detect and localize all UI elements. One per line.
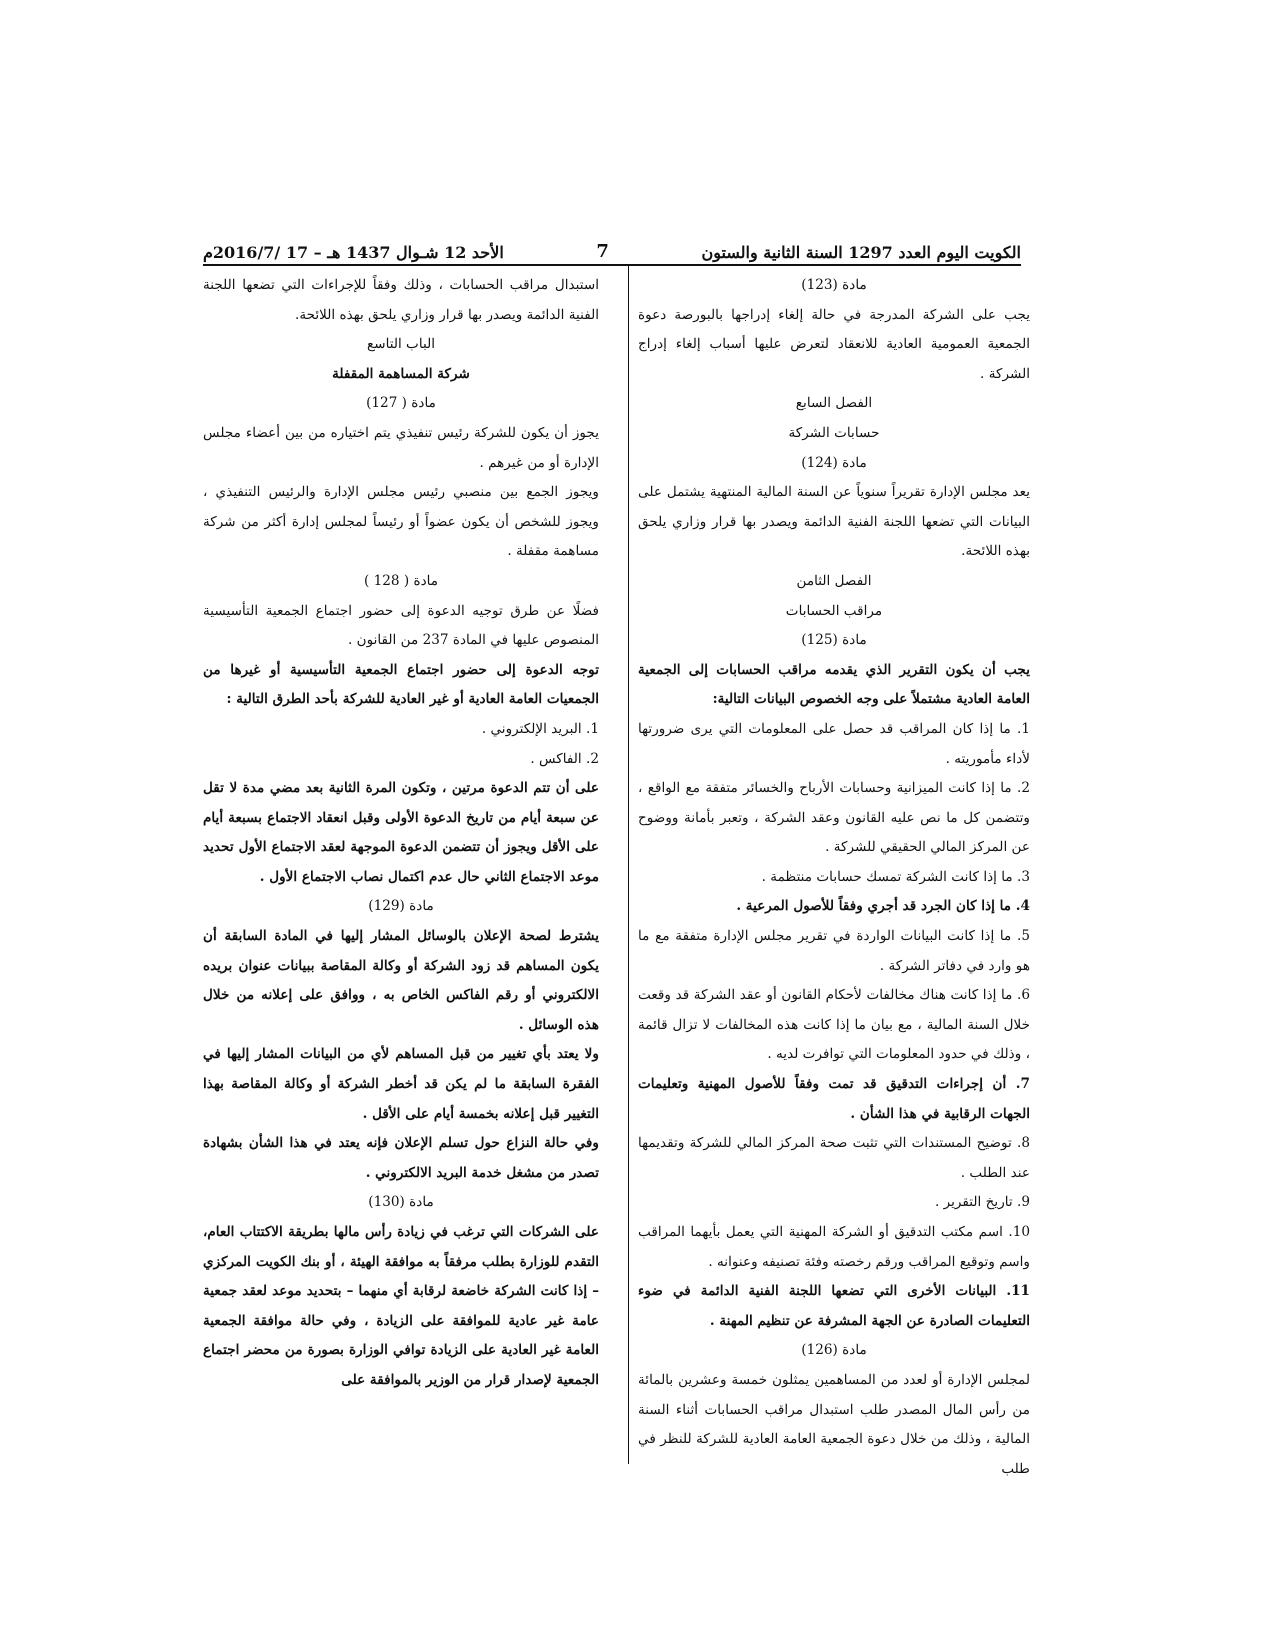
page-header bbox=[203, 236, 1021, 262]
section-heading: الباب التاسع bbox=[366, 336, 436, 353]
paragraph: 2. الفاكس . bbox=[530, 750, 599, 767]
header-rule bbox=[203, 264, 1021, 266]
section-heading: الفصل الثامن bbox=[796, 572, 872, 589]
section-heading: حسابات الشركة bbox=[788, 424, 880, 441]
paragraph: 5. ما إذا كانت البيانات الواردة في تقرير مجلس الإدارة متفقة مع ما هو وارد في دفاتر الشركة . bbox=[638, 928, 1030, 974]
paragraph: يعد مجلس الإدارة تقريراً سنوياً عن السنة المالية المنتهية يشتمل على البيانات التي تضعها اللجنة الفنية الدائمة ويصدر بها قرار وزاري يلحق بهذه اللائحة. bbox=[638, 484, 1030, 560]
section-heading: مراقب الحسابات bbox=[785, 602, 883, 619]
header-publication: الكويت اليوم العدد 1297 السنة الثانية والستون bbox=[701, 243, 1021, 262]
section-heading: مادة (125) bbox=[801, 632, 867, 649]
section-heading: مادة (123) bbox=[801, 277, 867, 293]
paragraph: 10. اسم مكتب التدقيق أو الشركة المهنية التي يعمل بأيهما المراقب واسم وتوقيع المراقب ورقم رخصته وفئة تصنيفه وعنوانه . bbox=[638, 1224, 1030, 1270]
section-heading: مادة ( 128 ) bbox=[363, 572, 439, 589]
paragraph: وفي حالة النزاع حول تسلم الإعلان فإنه يعتد في هذا الشأن بشهادة تصدر من مشغل خدمة البريد الالكتروني . bbox=[203, 1135, 599, 1181]
column-divider bbox=[628, 266, 629, 1464]
header-date: الأحد 12 شـوال 1437 هـ – 17 /2016/7م bbox=[203, 243, 504, 262]
paragraph: توجه الدعوة إلى حضور اجتماع الجمعية التأسيسية أو غيرها من الجمعيات العامة العادية أو غير العادية للشركة بأحد الطرق التالية : bbox=[203, 661, 599, 708]
paragraph: 2. ما إذا كانت الميزانية وحسابات الأرباح والخسائر متفقة مع الواقع ، وتتضمن كل ما نص عليه القانون وعقد الشركة ، وتعبر بأمانة ووضوح عن المركز المالي الحقيقي للشركة . bbox=[638, 780, 1030, 856]
section-heading: الفصل السابع bbox=[795, 395, 873, 412]
section-heading: مادة (124) bbox=[801, 454, 867, 471]
paragraph: يجوز أن يكون للشركة رئيس تنفيذي يتم اختياره من بين أعضاء مجلس الإدارة أو من غيرهم . bbox=[203, 424, 599, 471]
paragraph: 6. ما إذا كانت هناك مخالفات لأحكام القانون أو عقد الشركة قد وقعت خلال السنة المالية ، مع بيان ما إذا كانت هذه المخالفات لا تزال قائمة ، وذلك في حدود المعلومات التي توافرت لديه . bbox=[638, 987, 1030, 1063]
paragraph: 7. أن إجراءات التدقيق قد تمت وفقاً للأصول المهنية وتعليمات الجهات الرقابية في هذا الشأن . bbox=[638, 1076, 1030, 1122]
paragraph: ولا يعتد بأي تغيير من قبل المساهم لأي من البيانات المشار إليها في الفقرة السابقة ما لم يكن قد أخطر الشركة أو وكالة المقاصة بهذا التغيير قبل إعلانه بخمسة أيام على الأقل . bbox=[203, 1046, 599, 1122]
paragraph: على الشركات التي ترغب في زيادة رأس مالها بطريقة الاكتتاب العام، التقدم للوزارة بطلب مرفقاً به موافقة الهيئة ، أو بنك الكويت المركزي – إذا كانت الشركة خاضعة لرقابة أي منهما – بتحديد موعد لعقد جمعية عامة غير عادية للموافقة على الزيادة ، وفي حالة موافقة الجمعية العامة غير العادية على الزيادة توافي الوزارة بصورة من محضر اجتماع الجمعية لإصدار قرار من الوزير بالموافقة على bbox=[203, 1224, 599, 1388]
paragraph: يجب على الشركة المدرجة في حالة إلغاء إدراجها بالبورصة دعوة الجمعية العمومية العادية للانعقاد لتعرض عليها أسباب إلغاء إدراج الشركة . bbox=[638, 306, 1030, 382]
paragraph: 1. ما إذا كان المراقب قد حصل على المعلومات التي يرى ضرورتها لأداء مأموريته . bbox=[638, 720, 1030, 767]
paragraph: 8. توضيح المستندات التي تثبت صحة المركز المالي للشركة وتقديمها عند الطلب . bbox=[638, 1135, 1030, 1181]
paragraph: يجب أن يكون التقرير الذي يقدمه مراقب الحسابات إلى الجمعية العامة العادية مشتملاً على وجه الخصوص البيانات التالية: bbox=[638, 661, 1030, 708]
paragraph: على أن تتم الدعوة مرتين ، وتكون المرة الثانية بعد مضي مدة لا تقل عن سبعة أيام من تاريخ الدعوة الأولى وقبل انعقاد الاجتماع بسبعة أيام على الأقل ويجوز أن تتضمن الدعوة الموجهة لعقد الاجتماع الأول تحديد موعد الاجتماع الثاني حال عدم اكتمال نصاب الاجتماع الأول . bbox=[203, 780, 599, 885]
right-column bbox=[638, 271, 1030, 1484]
paragraph: استبدال مراقب الحسابات ، وذلك وفقاً للإجراءات التي تضعها اللجنة الفنية الدائمة ويصدر بها قرار وزاري يلحق بهذه اللائحة. bbox=[203, 277, 599, 323]
paragraph: ويجوز الجمع بين منصبي رئيس مجلس الإدارة والرئيس التنفيذي ، ويجوز للشخص أن يكون عضواً أو رئيساً لمجلس إدارة أكثر من شركة مساهمة مقفلة . bbox=[203, 484, 599, 560]
paragraph: فضلًا عن طرق توجيه الدعوة إلى حضور اجتماع الجمعية التأسيسية المنصوص عليها في المادة 237 من القانون . bbox=[203, 602, 599, 649]
paragraph: 9. تاريخ التقرير . bbox=[935, 1194, 1030, 1211]
section-heading: شركة المساهمة المقفلة bbox=[332, 365, 470, 382]
section-heading: مادة (130) bbox=[368, 1194, 434, 1211]
left-column bbox=[203, 271, 599, 1396]
paragraph: يشترط لصحة الإعلان بالوسائل المشار إليها في المادة السابقة أن يكون المساهم قد زود الشركة أو وكالة المقاصة ببيانات عنوان بريده الالكتروني أو رقم الفاكس الخاص به ، ووافق على إعلانه من خلال هذه الوسائل . bbox=[203, 928, 599, 1033]
section-heading: مادة ( 127) bbox=[366, 395, 436, 412]
section-heading: مادة (129) bbox=[368, 898, 434, 915]
section-heading: مادة (126) bbox=[801, 1342, 867, 1359]
paragraph: 4. ما إذا كان الجرد قد أجري وفقاً للأصول المرعية . bbox=[736, 898, 1030, 915]
paragraph: لمجلس الإدارة أو لعدد من المساهمين يمثلون خمسة وعشرين بالمائة من رأس المال المصدر طلب استبدال مراقب الحسابات أثناء السنة المالية ، وذلك من خلال دعوة الجمعية العامة العادية للشركة للنظر في طلب bbox=[638, 1371, 1030, 1477]
paragraph: 3. ما إذا كانت الشركة تمسك حسابات منتظمة . bbox=[761, 868, 1030, 885]
paragraph: 1. البريد الإلكتروني . bbox=[481, 720, 599, 737]
page-number: 7 bbox=[596, 241, 609, 262]
paragraph: 11. البيانات الأخرى التي تضعها اللجنة الفنية الدائمة في ضوء التعليمات الصادرة عن الجهة المشرفة عن تنظيم المهنة . bbox=[638, 1283, 1030, 1329]
